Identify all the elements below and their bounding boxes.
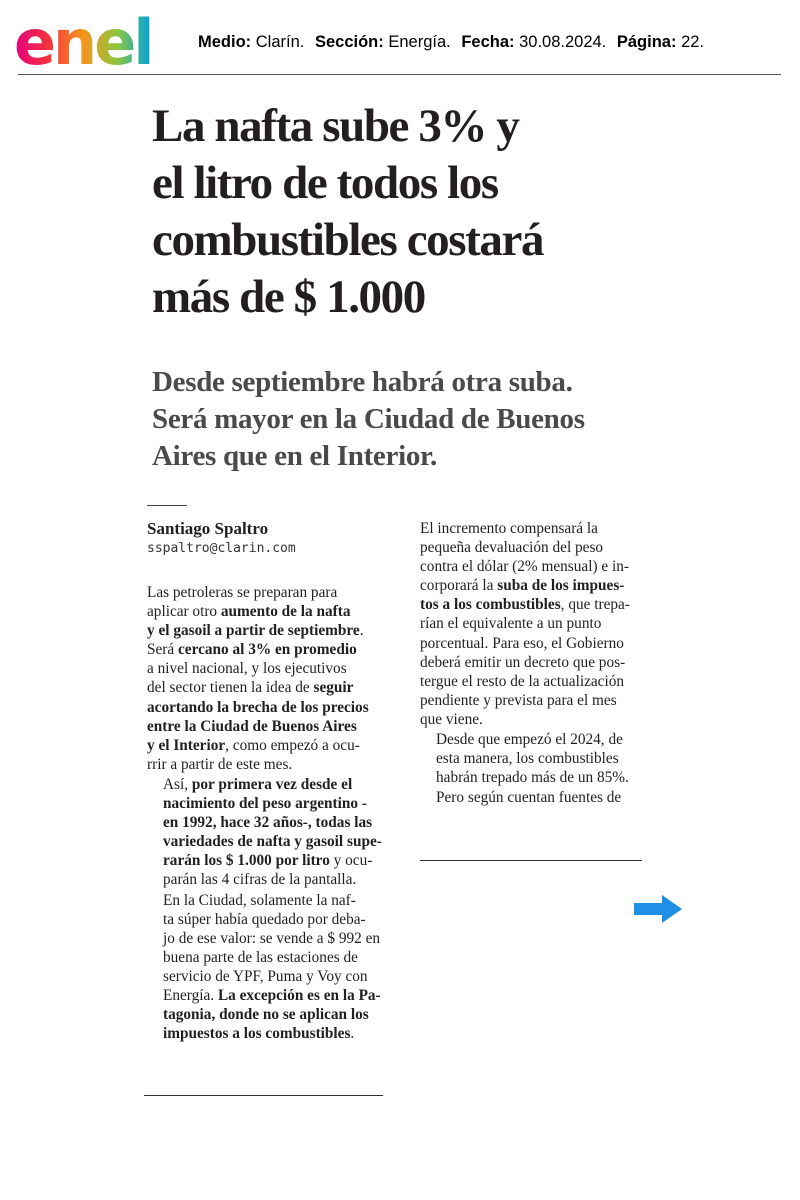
bold-text: tos a los combustibles <box>420 596 561 614</box>
bold-text: tagonia, donde no se aplican los <box>163 1006 369 1024</box>
subheadline: Desde septiembre habrá otra suba. Será mayor en la Ciudad de Buenos Aires que en el Interior. <box>152 366 585 472</box>
text-segment: corporará la <box>420 577 498 595</box>
text-line: ta súper había quedado por deba- <box>163 910 366 928</box>
text-line: pequeña devaluación del peso <box>420 539 604 557</box>
author-email: sspaltro@clarin.com <box>147 541 296 556</box>
arrow-right-icon[interactable] <box>632 893 684 925</box>
paragraph <box>420 730 660 787</box>
document-meta: Medio: Clarín. Sección: Energía. Fecha: 30.08.2024. Página: 22. <box>198 33 704 51</box>
text-line: deberá emitir un decreto que pos- <box>420 653 626 671</box>
bold-text: cercano al 3% en promedio <box>178 641 357 659</box>
bold-text: rarán los $ 1.000 por litro <box>163 852 330 870</box>
text-line: tergue el resto de la actualización <box>420 672 624 690</box>
author-name: Santiago Spaltro <box>147 519 269 538</box>
enel-logo <box>14 8 182 70</box>
text-line <box>147 775 387 794</box>
text-segment: . <box>350 1025 355 1043</box>
header-divider <box>18 74 781 75</box>
text-line <box>147 602 387 621</box>
text-line: servicio de YPF, Puma y Voy con <box>163 967 368 985</box>
bold-text: La excepción es en la Pa- <box>217 986 381 1004</box>
text-line: a nivel nacional, y los ejecutivos <box>147 660 347 678</box>
text-line <box>147 698 387 717</box>
text-line <box>147 1024 387 1043</box>
text-line: Desde que empezó el 2024, de <box>436 731 623 749</box>
bold-text: variedades de nafta y gasoil supe- <box>163 833 382 851</box>
text-line: esta manera, los combustibles <box>436 750 619 768</box>
text-line <box>420 595 660 614</box>
text-line <box>147 1005 387 1024</box>
column-end-rule <box>420 860 642 861</box>
bold-text: aumento de la nafta <box>220 603 351 621</box>
text-line <box>147 832 387 851</box>
text-segment: , como empezó a ocu- <box>225 736 360 754</box>
text-line: que viene. <box>420 710 483 728</box>
paragraph <box>420 788 660 807</box>
text-line: jo de ese valor: se vende a $ 992 en <box>163 929 381 947</box>
bold-text: seguir <box>313 679 354 697</box>
bold-text: y el Interior <box>147 736 226 754</box>
text-line <box>147 794 387 813</box>
text-line <box>147 986 387 1005</box>
text-segment: aplicar otro <box>147 603 221 621</box>
text-segment: Así, <box>163 775 192 793</box>
text-line <box>420 576 660 595</box>
text-line: contra el dólar (2% mensual) e in- <box>420 558 629 576</box>
text-line: parán las 4 cifras de la pantalla. <box>163 871 357 889</box>
text-line: Pero según cuentan fuentes de <box>436 789 622 807</box>
body-column-2 <box>420 519 660 807</box>
text-segment: y ocu- <box>329 852 373 870</box>
bold-text: nacimiento del peso argentino - <box>163 795 367 813</box>
byline-divider <box>147 505 187 506</box>
paragraph <box>147 583 387 774</box>
bold-text: impuestos a los combustibles <box>163 1025 351 1043</box>
text-line: porcentual. Para eso, el Gobierno <box>420 634 624 652</box>
text-line: pendiente y prevista para el mes <box>420 691 617 709</box>
text-line <box>147 736 387 755</box>
text-segment: Energía. <box>163 986 218 1004</box>
text-line: habrán trepado más de un 85%. <box>436 769 629 787</box>
column-end-rule <box>144 1095 383 1096</box>
bold-text: y el gasoil a partir de septiembre <box>147 622 360 640</box>
text-segment: Será <box>147 641 179 659</box>
text-line: Las petroleras se preparan para <box>147 584 338 601</box>
text-line: En la Ciudad, solamente la naf- <box>163 891 356 909</box>
paragraph <box>420 519 660 729</box>
headline: La nafta sube 3% y el litro de todos los combustibles costará más de $ 1.000 <box>152 100 544 323</box>
bold-text: suba de los impues- <box>497 577 625 595</box>
text-segment: . <box>359 622 364 640</box>
bold-text: por primera vez desde el <box>191 775 353 793</box>
bold-text: entre la Ciudad de Buenos Aires <box>147 717 357 735</box>
bold-text: acortando la brecha de los precios <box>147 698 369 716</box>
text-segment: , que trepa- <box>560 596 630 614</box>
text-line <box>147 621 387 640</box>
svg-text:enel: enel <box>14 8 152 70</box>
body-column-1 <box>147 583 387 1043</box>
text-line <box>147 678 387 697</box>
paragraph <box>147 775 387 890</box>
text-line: rían el equivalente a un punto <box>420 615 602 633</box>
text-line: buena parte de las estaciones de <box>163 948 358 966</box>
bold-text: en 1992, hace 32 años-, todas las <box>163 814 373 832</box>
text-line: El incremento compensará la <box>420 520 598 537</box>
text-line <box>147 640 387 659</box>
paragraph <box>147 891 387 1044</box>
text-line: rrir a partir de este mes. <box>147 755 293 773</box>
text-line <box>147 813 387 832</box>
text-segment: del sector tienen la idea de <box>147 679 314 697</box>
text-line <box>147 851 387 870</box>
text-line <box>147 717 387 736</box>
